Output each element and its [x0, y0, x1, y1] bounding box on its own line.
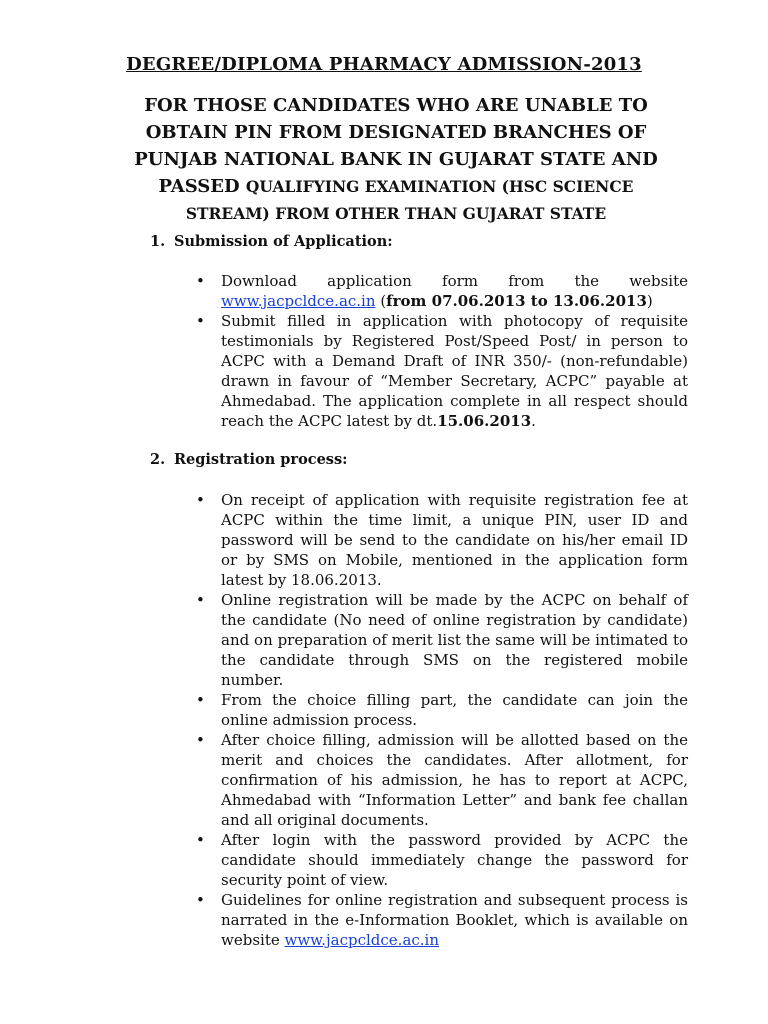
- item-text: Download application form from the website: [221, 272, 688, 290]
- item-text: Guidelines for online registration and subsequent process is narrated in the e-Information Booklet, which is available on website: [221, 891, 688, 949]
- subtitle-line-1: FOR THOSE CANDIDATES WHO ARE UNABLE TO: [144, 95, 648, 116]
- bullet-icon: •: [196, 891, 205, 909]
- list-item: [196, 271, 688, 311]
- close-paren: ): [646, 292, 653, 310]
- deadline-date: 15.06.2013: [437, 412, 532, 430]
- subtitle-line-3: PUNJAB NATIONAL BANK IN GUJARAT STATE AND: [134, 149, 658, 170]
- bullet-icon: •: [196, 731, 205, 749]
- item-text-end: .: [531, 412, 536, 430]
- open-paren: (: [380, 292, 387, 310]
- submission-list: [196, 271, 688, 431]
- section-heading-submission: [150, 233, 393, 250]
- website-link[interactable]: www.jacpcldce.ac.in: [221, 292, 376, 310]
- item-text: Online registration will be made by the ACPC on behalf of the candidate (No need of online registration by candidate) and on preparation of merit list the same will be intimated to the candidate through SMS on the registered mobile number.: [221, 591, 688, 689]
- subtitle-line-4: [96, 173, 696, 200]
- subtitle-line-4-big: PASSED: [158, 176, 240, 197]
- list-item: [196, 490, 688, 590]
- item-text: From the choice filling part, the candidate can join the online admission process.: [221, 691, 688, 729]
- section-number: 2.: [150, 451, 166, 468]
- section-heading-text: Submission of Application:: [174, 233, 393, 250]
- list-item: [196, 830, 688, 890]
- section-heading-text: Registration process:: [174, 451, 348, 468]
- list-item: [196, 311, 688, 431]
- list-item: [196, 690, 688, 730]
- section-heading-registration: [150, 451, 347, 468]
- subtitle-line-2: OBTAIN PIN FROM DESIGNATED BRANCHES OF: [145, 122, 647, 143]
- bullet-icon: •: [196, 272, 205, 290]
- bullet-icon: •: [196, 591, 205, 609]
- item-text: After login with the password provided by ACPC the candidate should immediately change the password for security point of view.: [221, 831, 688, 889]
- subtitle-line-5: STREAM) FROM OTHER THAN GUJARAT STATE: [185, 204, 607, 223]
- bullet-icon: •: [196, 312, 205, 330]
- website-link[interactable]: www.jacpcldce.ac.in: [284, 931, 440, 949]
- page-subtitle: [96, 92, 696, 227]
- item-text: Submit filled in application with photocopy of requisite testimonials by Registered Post/Speed Post/ in person to ACPC with a Demand Draft of INR 350/- (non-refundable) drawn in favour of “Member Secretary, ACPC” payable at Ahmedabad. The application complete in all respect should reach the ACPC latest by dt.: [221, 312, 688, 430]
- section-number: 1.: [150, 233, 166, 250]
- bullet-icon: •: [196, 831, 205, 849]
- subtitle-line-4-small: QUALIFYING EXAMINATION (HSC SCIENCE: [245, 177, 634, 196]
- registration-list: [196, 490, 688, 950]
- list-item: [196, 590, 688, 690]
- list-item: [196, 730, 688, 830]
- list-item: [196, 890, 688, 950]
- item-text: On receipt of application with requisite registration fee at ACPC within the time limit, a unique PIN, user ID and password will be send to the candidate on his/her email ID or by SMS on Mobile, mentioned in the application form latest by 18.06.2013.: [221, 491, 688, 589]
- item-text: After choice filling, admission will be allotted based on the merit and choices the candidates. After allotment, for confirmation of his admission, he has to report at ACPC, Ahmedabad with “Information Letter” and bank fee challan and all original documents.: [221, 731, 688, 829]
- page-title: DEGREE/DIPLOMA PHARMACY ADMISSION-2013: [126, 54, 642, 75]
- date-range: from 07.06.2013 to 13.06.2013: [386, 292, 647, 310]
- bullet-icon: •: [196, 491, 205, 509]
- bullet-icon: •: [196, 691, 205, 709]
